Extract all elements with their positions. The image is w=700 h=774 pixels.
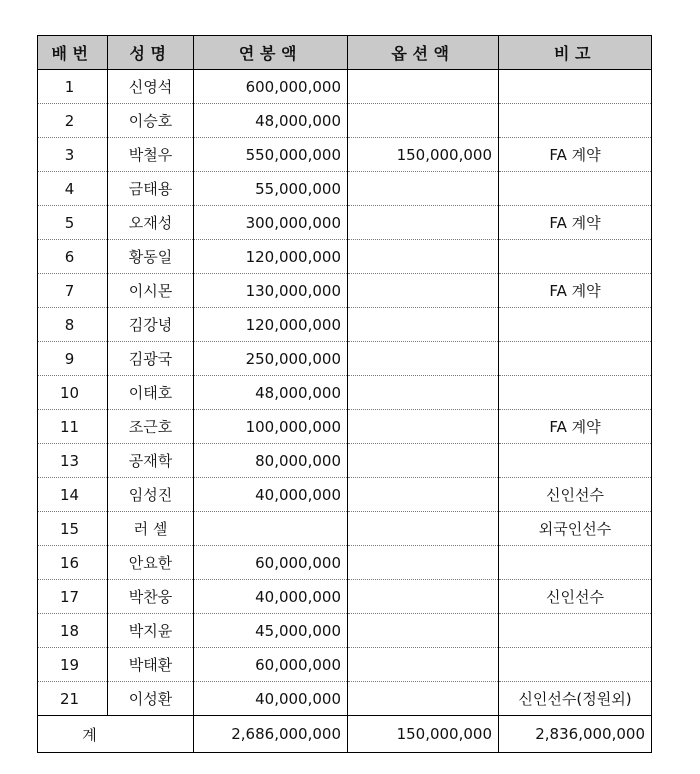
cell-name: 박찬웅 [108,580,194,614]
cell-salary: 550,000,000 [194,138,348,172]
header-note: 비고 [499,36,652,70]
cell-salary: 40,000,000 [194,580,348,614]
table-row [38,240,652,274]
cell-option [348,172,499,206]
cell-note: FA 계약 [499,206,652,240]
cell-salary: 40,000,000 [194,682,348,716]
table-row [38,70,652,104]
cell-number: 8 [38,308,108,342]
cell-number: 7 [38,274,108,308]
total-grand: 2,836,000,000 [499,716,652,753]
cell-note [499,172,652,206]
total-label: 계 [38,716,194,753]
total-salary: 2,686,000,000 [194,716,348,753]
cell-option [348,512,499,546]
cell-number: 16 [38,546,108,580]
cell-note: FA 계약 [499,138,652,172]
cell-number: 1 [38,70,108,104]
cell-salary: 130,000,000 [194,274,348,308]
cell-number: 2 [38,104,108,138]
cell-salary: 120,000,000 [194,308,348,342]
cell-name: 오재성 [108,206,194,240]
table-row [38,410,652,444]
table-row [38,580,652,614]
cell-salary: 300,000,000 [194,206,348,240]
cell-salary: 250,000,000 [194,342,348,376]
cell-name: 황동일 [108,240,194,274]
cell-note [499,70,652,104]
cell-name: 러 셀 [108,512,194,546]
cell-note: 외국인선수 [499,512,652,546]
cell-note: 신인선수(정원외) [499,682,652,716]
cell-number: 18 [38,614,108,648]
cell-salary: 40,000,000 [194,478,348,512]
cell-number: 5 [38,206,108,240]
cell-number: 19 [38,648,108,682]
cell-option [348,478,499,512]
cell-note [499,444,652,478]
cell-salary: 120,000,000 [194,240,348,274]
cell-option [348,240,499,274]
table-row [38,342,652,376]
table-row [38,274,652,308]
table-row [38,104,652,138]
header-name: 성명 [108,36,194,70]
cell-name: 조근호 [108,410,194,444]
table-row [38,444,652,478]
cell-note: FA 계약 [499,274,652,308]
cell-name: 이승호 [108,104,194,138]
table-row [38,512,652,546]
cell-option [348,444,499,478]
header-option: 옵션액 [348,36,499,70]
cell-number: 14 [38,478,108,512]
cell-name: 공재학 [108,444,194,478]
cell-number: 3 [38,138,108,172]
cell-number: 17 [38,580,108,614]
cell-number: 11 [38,410,108,444]
cell-name: 금태용 [108,172,194,206]
cell-note [499,376,652,410]
cell-number: 6 [38,240,108,274]
total-row [38,716,652,753]
cell-option [348,580,499,614]
cell-option [348,274,499,308]
table-row [38,308,652,342]
cell-option [348,648,499,682]
total-option: 150,000,000 [348,716,499,753]
cell-note [499,308,652,342]
cell-salary: 48,000,000 [194,376,348,410]
cell-name: 김광국 [108,342,194,376]
cell-salary: 55,000,000 [194,172,348,206]
cell-number: 9 [38,342,108,376]
cell-salary: 100,000,000 [194,410,348,444]
cell-option [348,104,499,138]
cell-salary: 60,000,000 [194,546,348,580]
cell-note [499,240,652,274]
header-row [38,36,652,70]
cell-name: 김강녕 [108,308,194,342]
cell-note: 신인선수 [499,580,652,614]
cell-name: 이시몬 [108,274,194,308]
table-row [38,648,652,682]
cell-option [348,682,499,716]
table-body [38,70,652,753]
cell-name: 임성진 [108,478,194,512]
table-row [38,614,652,648]
cell-note [499,546,652,580]
cell-salary: 60,000,000 [194,648,348,682]
header-salary: 연봉액 [194,36,348,70]
cell-salary: 600,000,000 [194,70,348,104]
cell-number: 10 [38,376,108,410]
header-number: 배번 [38,36,108,70]
cell-name: 박철우 [108,138,194,172]
cell-salary: 80,000,000 [194,444,348,478]
cell-name: 박태환 [108,648,194,682]
cell-note: 신인선수 [499,478,652,512]
cell-salary: 48,000,000 [194,104,348,138]
cell-name: 안요한 [108,546,194,580]
table-header [38,36,652,70]
cell-note [499,614,652,648]
table-row [38,546,652,580]
salary-table [37,35,652,753]
cell-note: FA 계약 [499,410,652,444]
cell-option [348,342,499,376]
cell-name: 박지윤 [108,614,194,648]
cell-note [499,648,652,682]
cell-salary [194,512,348,546]
table-row [38,682,652,716]
cell-option: 150,000,000 [348,138,499,172]
cell-option [348,546,499,580]
table-row [38,206,652,240]
cell-name: 이태호 [108,376,194,410]
table-row [38,376,652,410]
cell-option [348,70,499,104]
cell-note [499,342,652,376]
table-row [38,478,652,512]
cell-option [348,614,499,648]
cell-option [348,308,499,342]
cell-option [348,206,499,240]
cell-salary: 45,000,000 [194,614,348,648]
cell-note [499,104,652,138]
cell-option [348,376,499,410]
cell-option [348,410,499,444]
cell-number: 13 [38,444,108,478]
table-row [38,138,652,172]
cell-name: 이성환 [108,682,194,716]
table-row [38,172,652,206]
cell-number: 15 [38,512,108,546]
cell-number: 21 [38,682,108,716]
cell-name: 신영석 [108,70,194,104]
cell-number: 4 [38,172,108,206]
